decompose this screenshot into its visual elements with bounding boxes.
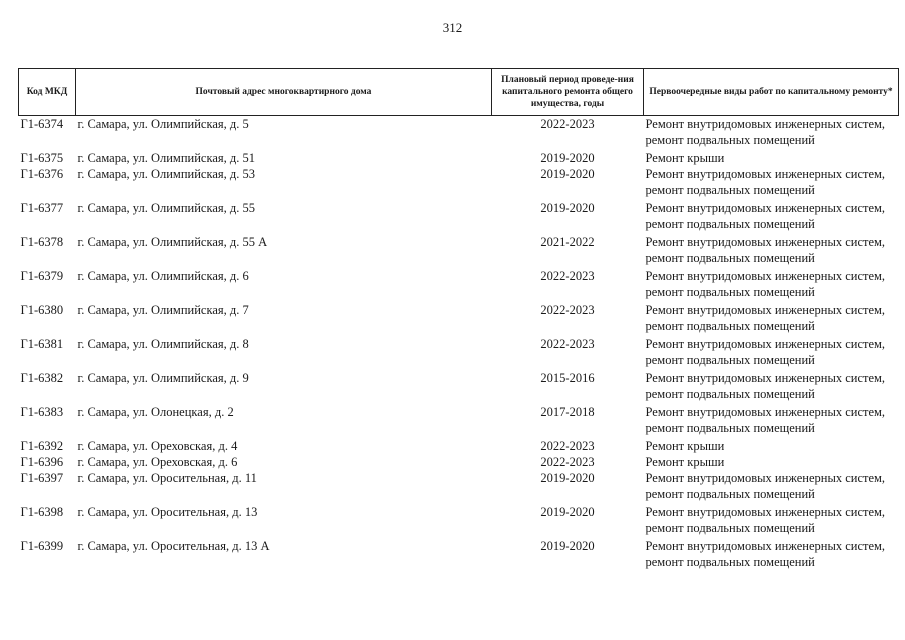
cell-address: г. Самара, ул. Оросительная, д. 13: [77, 505, 258, 519]
works-line: Ремонт внутридомовых инженерных систем,: [645, 505, 886, 519]
cell-address: г. Самара, ул. Оросительная, д. 11: [77, 471, 257, 485]
cell-works: [644, 470, 899, 504]
cell-period: 2019-2020: [540, 539, 595, 553]
cell-code: Г1-6392: [20, 439, 64, 453]
cell-address: г. Самара, ул. Ореховская, д. 4: [77, 439, 238, 453]
works-line: ремонт подвальных помещений: [645, 217, 815, 231]
cell-period: 2021-2022: [540, 235, 595, 249]
cell-period: 2022-2023: [540, 455, 595, 469]
cell-code: Г1-6377: [20, 201, 64, 215]
cell-works: [644, 234, 899, 268]
cell-works: [644, 336, 899, 370]
works-line: ремонт подвальных помещений: [645, 285, 815, 299]
works-line: Ремонт внутридомовых инженерных систем,: [645, 371, 886, 385]
cell-address: г. Самара, ул. Олимпийская, д. 51: [77, 151, 255, 165]
header-code: Код МКД: [19, 69, 76, 116]
cell-code: Г1-6397: [20, 471, 64, 485]
works-line: Ремонт внутридомовых инженерных систем,: [645, 303, 886, 317]
cell-code: Г1-6374: [20, 117, 64, 131]
works-line: Ремонт крыши: [645, 439, 725, 453]
works-line: Ремонт внутридомовых инженерных систем,: [645, 235, 886, 249]
cell-period: 2019-2020: [540, 201, 595, 215]
cell-code: Г1-6381: [20, 337, 64, 351]
works-line: ремонт подвальных помещений: [645, 133, 815, 147]
cell-code: Г1-6380: [20, 303, 64, 317]
cell-address: г. Самара, ул. Олонецкая, д. 2: [77, 405, 234, 419]
cell-address: г. Самара, ул. Олимпийская, д. 55: [77, 201, 255, 215]
cell-period: 2022-2023: [540, 269, 595, 283]
table-body: [19, 116, 899, 573]
table-row: [19, 454, 899, 470]
cell-code: Г1-6398: [20, 505, 64, 519]
works-line: Ремонт внутридомовых инженерных систем,: [645, 405, 886, 419]
cell-address: г. Самара, ул. Олимпийская, д. 8: [77, 337, 249, 351]
works-line: ремонт подвальных помещений: [645, 521, 815, 535]
works-line: ремонт подвальных помещений: [645, 319, 815, 333]
cell-works: [644, 438, 899, 454]
cell-code: Г1-6382: [20, 371, 64, 385]
table-row: [19, 150, 899, 166]
works-line: Ремонт внутридомовых инженерных систем,: [645, 201, 886, 215]
table-row: [19, 200, 899, 234]
table-row: [19, 336, 899, 370]
header-works: Первоочередные виды работ по капитальному ремонту*: [644, 69, 899, 116]
cell-period: 2022-2023: [540, 117, 595, 131]
cell-period: 2022-2023: [540, 337, 595, 351]
table-row: [19, 404, 899, 438]
works-line: Ремонт внутридомовых инженерных систем,: [645, 167, 886, 181]
cell-period: 2015-2016: [540, 371, 595, 385]
cell-period: 2019-2020: [540, 167, 595, 181]
cell-period: 2019-2020: [540, 471, 595, 485]
cell-address: г. Самара, ул. Олимпийская, д. 9: [77, 371, 249, 385]
cell-works: [644, 504, 899, 538]
table-header: [19, 69, 899, 116]
cell-code: Г1-6399: [20, 539, 64, 553]
cell-works: [644, 302, 899, 336]
table-row: [19, 538, 899, 572]
cell-works: [644, 454, 899, 470]
cell-address: г. Самара, ул. Олимпийская, д. 55 А: [77, 235, 268, 249]
table-row: [19, 268, 899, 302]
works-line: Ремонт внутридомовых инженерных систем,: [645, 539, 886, 553]
cell-code: Г1-6375: [20, 151, 64, 165]
works-line: ремонт подвальных помещений: [645, 251, 815, 265]
table-row: [19, 504, 899, 538]
cell-works: [644, 200, 899, 234]
cell-works: [644, 370, 899, 404]
cell-works: [644, 268, 899, 302]
cell-address: г. Самара, ул. Олимпийская, д. 6: [77, 269, 249, 283]
cell-code: Г1-6379: [20, 269, 64, 283]
works-line: ремонт подвальных помещений: [645, 487, 815, 501]
cell-address: г. Самара, ул. Олимпийская, д. 7: [77, 303, 249, 317]
cell-works: [644, 166, 899, 200]
capital-repair-table: [18, 68, 899, 572]
cell-code: Г1-6383: [20, 405, 64, 419]
works-line: ремонт подвальных помещений: [645, 353, 815, 367]
cell-period: 2019-2020: [540, 151, 595, 165]
works-line: Ремонт крыши: [645, 455, 725, 469]
cell-code: Г1-6396: [20, 455, 64, 469]
works-line: ремонт подвальных помещений: [645, 183, 815, 197]
cell-period: 2022-2023: [540, 439, 595, 453]
cell-address: г. Самара, ул. Олимпийская, д. 5: [77, 117, 249, 131]
works-line: Ремонт внутридомовых инженерных систем,: [645, 471, 886, 485]
page-number: 312: [442, 20, 463, 35]
works-line: Ремонт крыши: [645, 151, 725, 165]
cell-period: 2019-2020: [540, 505, 595, 519]
works-line: Ремонт внутридомовых инженерных систем,: [645, 269, 886, 283]
cell-address: г. Самара, ул. Ореховская, д. 6: [77, 455, 238, 469]
cell-period: 2022-2023: [540, 303, 595, 317]
header-period: Плановый период проведе-ния капитального ремонта общего имущества, годы: [492, 69, 644, 116]
cell-code: Г1-6378: [20, 235, 64, 249]
works-line: ремонт подвальных помещений: [645, 555, 815, 569]
table-row: [19, 302, 899, 336]
works-line: Ремонт внутридомовых инженерных систем,: [645, 337, 886, 351]
table-row: [19, 370, 899, 404]
table-row: [19, 234, 899, 268]
cell-period: 2017-2018: [540, 405, 595, 419]
works-line: ремонт подвальных помещений: [645, 387, 815, 401]
table-row: [19, 438, 899, 454]
cell-code: Г1-6376: [20, 167, 64, 181]
table-row: [19, 166, 899, 200]
cell-works: [644, 538, 899, 572]
cell-works: [644, 404, 899, 438]
works-line: ремонт подвальных помещений: [645, 421, 815, 435]
cell-address: г. Самара, ул. Оросительная, д. 13 А: [77, 539, 270, 553]
table-row: [19, 116, 899, 151]
cell-address: г. Самара, ул. Олимпийская, д. 53: [77, 167, 255, 181]
cell-works: [644, 150, 899, 166]
table-row: [19, 470, 899, 504]
works-line: Ремонт внутридомовых инженерных систем,: [645, 117, 886, 131]
cell-works: [644, 116, 899, 151]
header-address: Почтовый адрес многоквартирного дома: [76, 69, 492, 116]
